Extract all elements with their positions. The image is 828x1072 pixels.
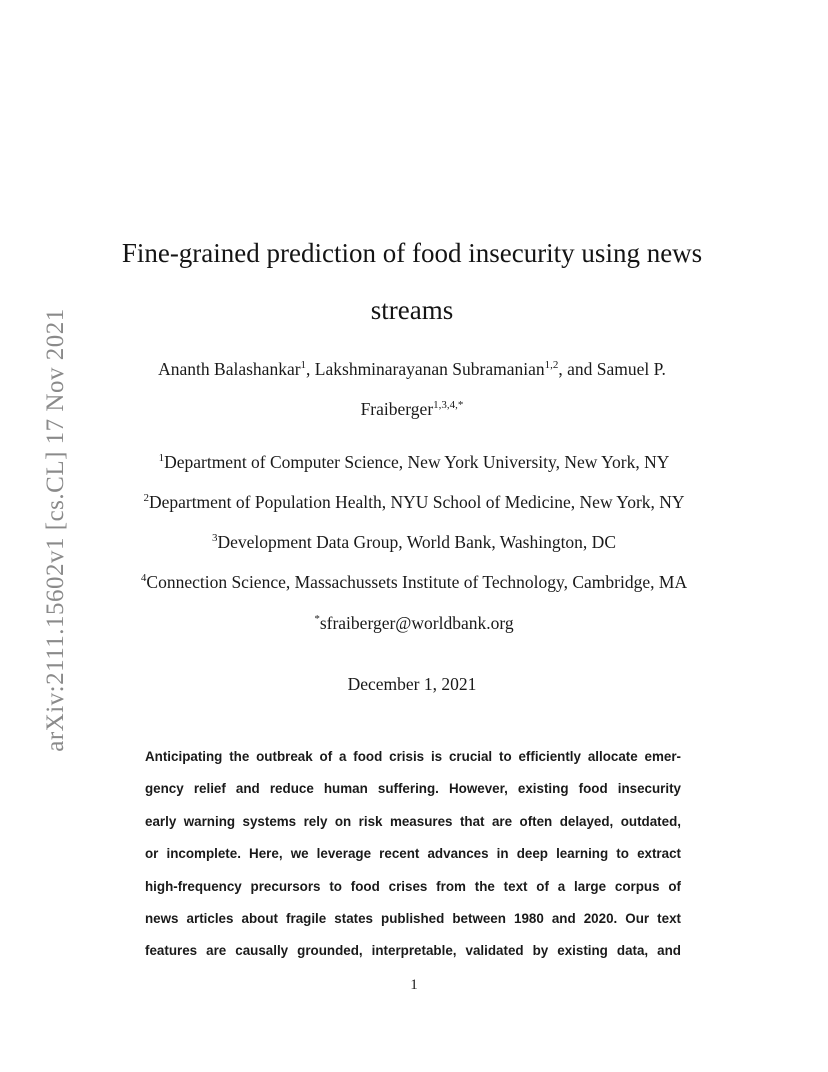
affiliation-text: Development Data Group, World Bank, Washington, DC — [217, 532, 616, 552]
publication-date: December 1, 2021 — [347, 674, 477, 694]
corresponding-email — [60, 611, 768, 635]
abstract-line: high-frequency precursors to food crises from the text of a large corpus of — [145, 878, 681, 894]
title-line: Fine-grained prediction of food insecurity using news — [121, 238, 703, 268]
author-affiliation-marker: 1,2 — [544, 359, 559, 371]
affiliation-marker: 3 — [212, 532, 218, 544]
affiliation — [60, 490, 768, 514]
affiliation-text: Department of Population Health, NYU School of Medicine, New York, NY — [148, 492, 685, 512]
affiliation-marker: 2 — [143, 492, 149, 504]
affiliation — [60, 450, 768, 474]
author-name: Fraiberger — [360, 399, 434, 419]
author-line — [100, 349, 724, 389]
page-number: 1 — [410, 977, 418, 993]
author-list — [100, 349, 724, 429]
email-text: sfraiberger@worldbank.org — [319, 613, 514, 633]
abstract-line: news articles about fragile states published between 1980 and 2020. Our text — [145, 910, 681, 926]
arxiv-identifier: arXiv:2111.15602v1 [cs.CL] 17 Nov 2021 — [42, 308, 69, 752]
author-name: , and Samuel P. — [558, 359, 666, 379]
author-name: Ananth Balashankar — [158, 359, 301, 379]
abstract-line: or incomplete. Here, we leverage recent advances in deep learning to extract — [145, 846, 681, 862]
author-separator: , — [306, 359, 315, 379]
affiliation — [60, 530, 768, 554]
author-affiliation-marker: 1 — [300, 359, 307, 371]
abstract — [145, 741, 681, 968]
title-line: streams — [370, 295, 454, 325]
affiliation — [60, 570, 768, 594]
affiliation-marker: * — [314, 613, 320, 625]
abstract-line: gency relief and reduce human suffering. However, existing food insecurity — [145, 781, 681, 797]
author-line — [100, 389, 724, 429]
affiliation-marker: 4 — [140, 572, 147, 584]
abstract-line: features are causally grounded, interpretable, validated by existing data, and — [145, 943, 681, 959]
affiliation-text: Department of Computer Science, New York University, New York, NY — [164, 452, 670, 472]
author-affiliation-marker: 1,3,4,* — [433, 399, 464, 411]
affiliation-text: Connection Science, Massachussets Institute of Technology, Cambridge, MA — [146, 572, 688, 592]
affiliation-marker: 1 — [158, 452, 165, 464]
abstract-line: Anticipating the outbreak of a food crisis is crucial to efficiently allocate emer- — [145, 749, 681, 764]
author-name: Lakshminarayanan Subramanian — [314, 359, 545, 379]
paper-title — [100, 225, 724, 339]
abstract-line: early warning systems rely on risk measures that are often delayed, outdated, — [145, 813, 681, 829]
